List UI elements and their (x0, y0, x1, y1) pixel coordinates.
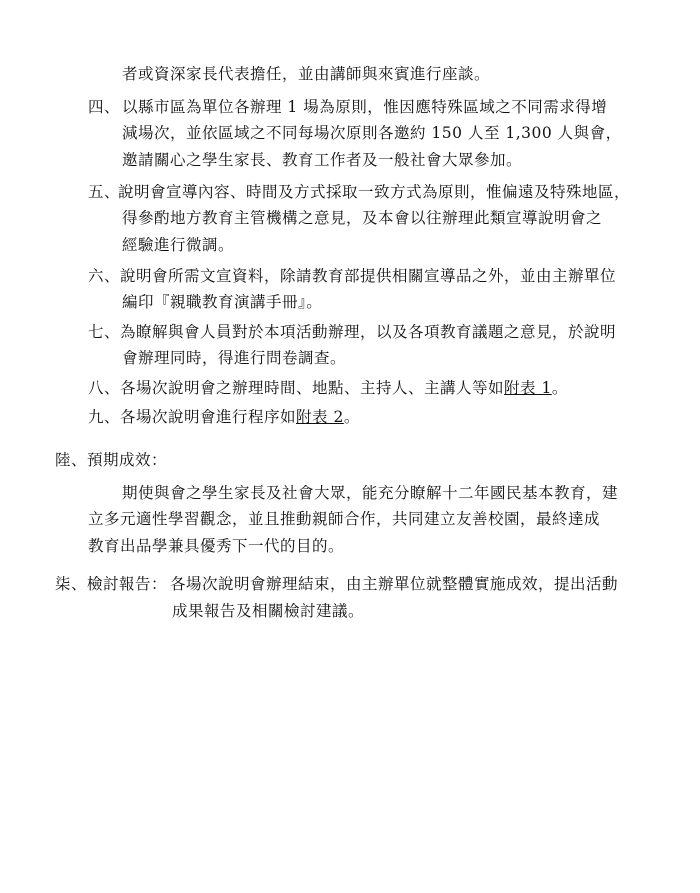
item-7-line-2: 會辦理同時，得進行問卷調查。 (122, 349, 347, 367)
item-6-line-2: 編印『親職教育演講手冊』。 (122, 293, 323, 311)
item-4-line-2: 減場次，並依區域之不同每場次原則各邀約 150 人至 1,300 人與會， (122, 124, 622, 142)
item-7-label: 七、 (88, 323, 121, 341)
item-5-label: 五、 (88, 183, 121, 201)
item-8-label: 八、 (88, 379, 121, 397)
item-8-end: 。 (551, 379, 568, 397)
item-5-line-3: 經驗進行微調。 (122, 236, 235, 254)
item-4-line-1: 以縣市區為單位各辦理 1 場為原則，惟因應特殊區域之不同需求得增 (122, 98, 608, 116)
section-7-heading: 柒、檢討報告： (55, 575, 168, 593)
item-4-line-3: 邀請關心之學生家長、教育工作者及一般社會大眾參加。 (122, 151, 523, 169)
item-9-end: 。 (343, 408, 360, 426)
section-6-line-2: 立多元適性學習觀念，並且推動親師合作，共同建立友善校園，最終達成 (88, 510, 601, 528)
item-9-text: 各場次說明會進行程序如 (120, 408, 297, 426)
item-6-line-1: 說明會所需文宣資料，除請教育部提供相關宣導品之外，並由主辦單位 (120, 267, 617, 285)
continuation-line: 者或資深家長代表擔任，並由講師與來賓進行座談。 (122, 65, 491, 83)
item-9-row (88, 406, 360, 428)
item-8-text: 各場次說明會之辦理時間、地點、主持人、主講人等如 (120, 379, 505, 397)
section-7-line-1: 各場次說明會辦理結束，由主辦單位就整體實施成效，提出活動 (170, 575, 619, 593)
appendix-2-link[interactable]: 附表 2 (296, 408, 344, 426)
section-6-line-3: 教育出品學兼具優秀下一代的目的。 (88, 537, 345, 555)
item-5-line-2: 得參酌地方教育主管機構之意見，及本會以往辦理此類宣導說明會之 (122, 209, 603, 227)
item-8-row (88, 377, 568, 399)
item-6-label: 六、 (88, 267, 121, 285)
section-7-line-2: 成果報告及相關檢討建議。 (172, 602, 365, 620)
item-9-label: 九、 (88, 408, 121, 426)
section-6-line-1: 期使與會之學生家長及社會大眾，能充分瞭解十二年國民基本教育，建 (122, 484, 619, 502)
item-7-line-1: 為瞭解與會人員對於本項活動辦理，以及各項教育議題之意見，於說明 (120, 323, 617, 341)
section-6-heading: 陸、預期成效： (55, 451, 168, 469)
item-4-label: 四、 (88, 98, 121, 116)
appendix-1-link[interactable]: 附表 1 (504, 379, 552, 397)
item-5-line-1: 說明會宣導內容、時間及方式採取一致方式為原則，惟偏遠及特殊地區， (118, 183, 631, 201)
